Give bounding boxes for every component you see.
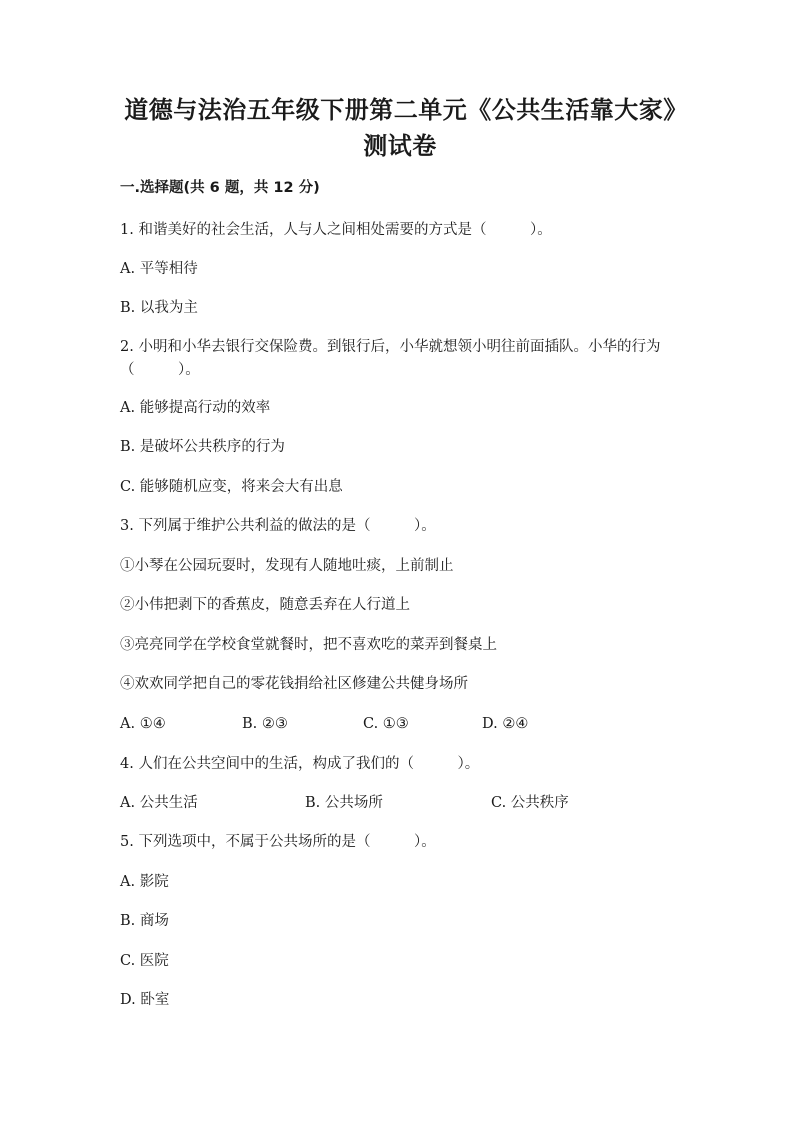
question-5-option-c: C. 医院	[120, 953, 169, 969]
exam-title: 道德与法治五年级下册第二单元《公共生活靠大家》测试卷	[124, 96, 676, 160]
question-4-option-b: B. 公共场所	[305, 795, 383, 811]
question-3-option-c: C. ①③	[363, 716, 409, 732]
question-3-statement-1: ①小琴在公园玩耍时，发现有人随地吐痰，上前制止	[120, 558, 454, 574]
question-1-option-b: B. 以我为主	[120, 300, 198, 316]
question-5-stem: 5. 下列选项中，不属于公共场所的是（ ）。	[120, 834, 436, 850]
question-5-option-a: A. 影院	[120, 874, 169, 890]
section-heading: 一.选择题(共 6 题，共 12 分)	[120, 180, 320, 196]
question-2-option-a: A. 能够提高行动的效率	[120, 400, 271, 416]
question-4-option-a: A. 公共生活	[120, 795, 198, 811]
question-3-stem: 3. 下列属于维护公共利益的做法的是（ ）。	[120, 518, 436, 534]
question-2-option-c: C. 能够随机应变，将来会大有出息	[120, 479, 343, 495]
question-5-option-d: D. 卧室	[120, 992, 170, 1008]
question-3-statement-3: ③亮亮同学在学校食堂就餐时，把不喜欢吃的菜弄到餐桌上	[120, 637, 497, 653]
question-4-options-row	[120, 793, 680, 813]
question-5-option-b: B. 商场	[120, 913, 169, 929]
question-3-statement-4: ④欢欢同学把自己的零花钱捐给社区修建公共健身场所	[120, 676, 468, 692]
question-1-stem: 1. 和谐美好的社会生活，人与人之间相处需要的方式是（ ）。	[120, 222, 552, 238]
question-3-options-row	[120, 714, 680, 734]
question-2-stem: 2. 小明和小华去银行交保险费。到银行后，小华就想领小明往前面插队。小华的行为（ ）。	[120, 339, 661, 378]
question-3-option-b: B. ②③	[242, 716, 288, 732]
question-3-statement-2: ②小伟把剥下的香蕉皮，随意丢弃在人行道上	[120, 597, 410, 613]
question-2-option-b: B. 是破坏公共秩序的行为	[120, 439, 285, 455]
question-1-option-a: A. 平等相待	[120, 261, 198, 277]
question-4-stem: 4. 人们在公共空间中的生活，构成了我们的（ ）。	[120, 756, 480, 772]
question-4-option-c: C. 公共秩序	[491, 795, 569, 811]
question-3-option-d: D. ②④	[482, 716, 529, 732]
question-3-option-a: A. ①④	[120, 716, 166, 732]
